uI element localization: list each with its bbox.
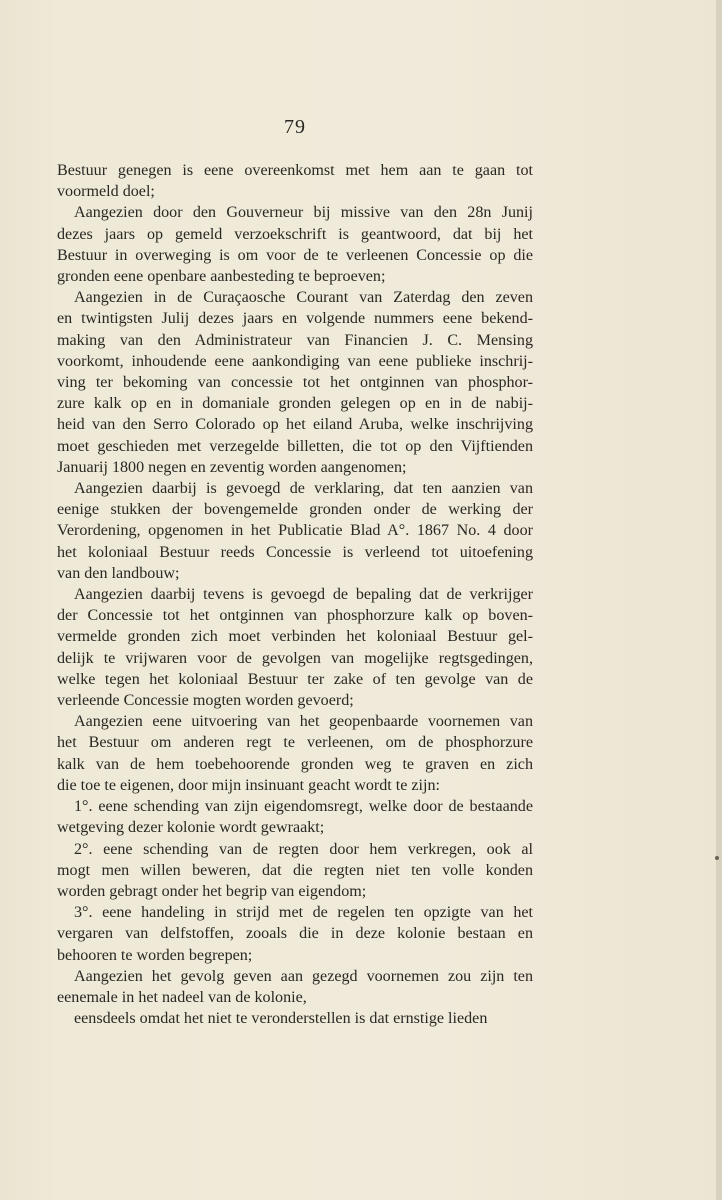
text-line: dezes jaars op gemeld verzoekschrift is geantwoord, dat bij het <box>57 225 533 243</box>
text-line: en twintigsten Julij dezes jaars en volgende nummers eene bekend- <box>57 310 533 328</box>
text-line: 1°. eene schending van zijn eigendomsregt, welke door de bestaande <box>74 798 533 816</box>
text-line: die toe te eigenen, door mijn insinuant geacht wordt te zijn: <box>57 776 441 794</box>
text-line: Bestuur genegen is eene overeenkomst met hem aan te gaan tot <box>57 162 533 179</box>
text-line: eensdeels omdat het niet te veronderstellen is dat ernstige lieden <box>74 1010 488 1028</box>
text-line: eenemale in het nadeel van de kolonie, <box>57 988 307 1006</box>
text-line: van den landbouw; <box>57 564 180 582</box>
text-line: 2°. eene schending van de regten door hem verkregen, ook al <box>74 840 533 858</box>
text-line: eenige stukken der bovengemelde gronden onder de werking der <box>57 501 533 519</box>
body-text <box>57 160 533 1029</box>
text-line: der Concessie tot het ontginnen van phosphorzure kalk op boven- <box>57 607 533 625</box>
text-line: worden gebragt onder het begrip van eigendom; <box>57 882 367 900</box>
text-line: behooren te worden begrepen; <box>57 946 253 964</box>
text-line: het koloniaal Bestuur reeds Concessie is verleend tot uitoefening <box>57 543 533 561</box>
text-line: mogt men willen beweren, dat die regten niet ten volle konden <box>57 861 533 879</box>
text-line: Verordening, opgenomen in het Publicatie Blad A°. 1867 No. 4 door <box>57 522 533 540</box>
text-line: making van den Administrateur van Financien J. C. Mensing <box>57 331 533 349</box>
text-line: Januarij 1800 negen en zeventig worden aangenomen; <box>57 458 407 476</box>
text-line: vergaren van delfstoffen, zooals die in deze kolonie bestaan en <box>57 925 533 943</box>
text-line: moet geschieden met verzegelde billetten, die tot op den Vijftienden <box>57 437 533 455</box>
text-line: welke tegen het koloniaal Bestuur ter zake of ten gevolge van de <box>57 670 533 688</box>
text-line: zure kalk op en in domaniale gronden gelegen op en in de nabij- <box>57 395 533 413</box>
text-line: ving ter bekoming van concessie tot het ontginnen van phosphor- <box>57 374 533 392</box>
text-line: voorkomt, inhoudende eene aankondiging van eene publieke inschrij- <box>57 352 533 370</box>
text-line: Aangezien daarbij is gevoegd de verklaring, dat ten aanzien van <box>74 480 533 498</box>
text-line: Aangezien in de Curaçaosche Courant van Zaterdag den zeven <box>74 289 533 307</box>
text-line: Bestuur in overweging is om voor de te verleenen Concessie op die <box>57 246 533 264</box>
text-line: Aangezien het gevolg geven aan gezegd voornemen zou zijn ten <box>74 967 533 985</box>
text-line: voormeld doel; <box>57 183 155 201</box>
text-line: 3°. eene handeling in strijd met de regelen ten opzigte van het <box>74 904 533 922</box>
text-line: delijk te vrijwaren voor de gevolgen van mogelijke regtsgedingen, <box>57 649 533 667</box>
text-line: gronden eene openbare aanbesteding te beproeven; <box>57 268 386 286</box>
text-line: het Bestuur om anderen regt te verleenen, om de phosphorzure <box>57 734 533 752</box>
text-line: Aangezien eene uitvoering van het geopenbaarde voornemen van <box>74 713 533 731</box>
text-line: heid van den Serro Colorado op het eiland Aruba, welke inschrijving <box>57 416 533 434</box>
text-line: vermelde gronden zich moet verbinden het koloniaal Bestuur gel- <box>57 628 533 646</box>
page-edge <box>716 0 722 1200</box>
page-number: 79 <box>284 116 306 138</box>
text-line: Aangezien daarbij tevens is gevoegd de bepaling dat de verkrijger <box>74 586 533 604</box>
text-line: kalk van de hem toebehoorende gronden weg te graven en zich <box>57 755 533 773</box>
margin-mark <box>715 856 719 860</box>
text-line: verleende Concessie mogten worden gevoerd; <box>57 692 354 710</box>
text-line: wetgeving dezer kolonie wordt gewraakt; <box>57 819 325 837</box>
text-line: Aangezien door den Gouverneur bij missive van den 28n Junij <box>74 204 533 222</box>
